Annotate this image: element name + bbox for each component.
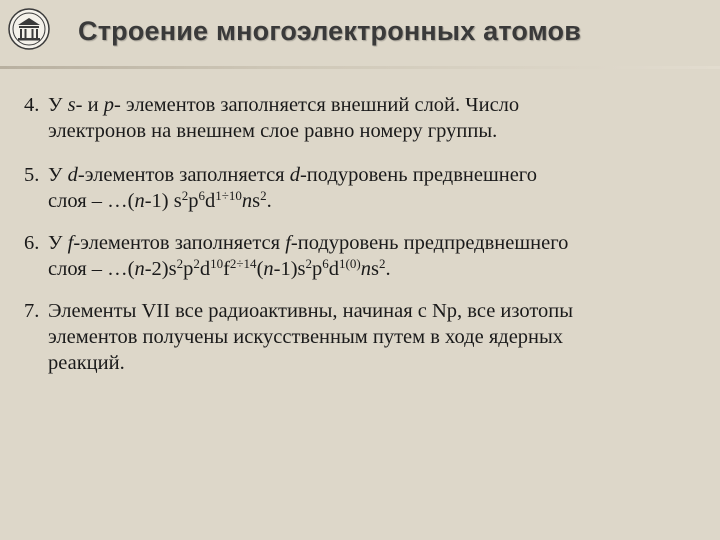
italic-f: f [285,232,291,254]
text-line: элементов получены искусственным путем в ходе ядерных [48,326,564,348]
text-run: -2)s [144,258,177,280]
item-text [48,162,704,214]
item-number: 5. [24,164,40,186]
text-run: . [266,190,272,212]
superscript: 10 [210,256,224,271]
list-item-4 [24,92,704,144]
text-run: слоя – …( [48,258,135,280]
text-run: -1)s [273,258,306,280]
list-item-6 [24,230,704,282]
italic-n: n [134,258,145,280]
superscript: 2÷14 [229,256,257,271]
superscript: 1÷10 [215,188,242,203]
text-run: - элементов заполняется внешний слой. Число [113,94,520,116]
item-number: 7. [24,300,40,322]
text-run: -1) s [144,190,182,212]
list-item-7 [24,298,704,376]
item-number: 4. [24,94,40,116]
text-run: d [199,258,211,280]
italic-d: d [289,164,300,186]
header-divider [0,66,720,69]
text-run: s [252,190,261,212]
text-run: -элементов заполняется [73,232,286,254]
text-run: d [204,190,216,212]
italic-p: p [103,94,114,116]
item-text [48,92,704,144]
superscript: 2 [193,256,200,271]
item-text [48,298,704,376]
superscript: 6 [198,188,205,203]
text-run: -элементов заполняется [77,164,290,186]
text-run: - и [75,94,104,116]
text-run: слоя – …( [48,190,135,212]
superscript: 2 [260,188,267,203]
text-run: p [183,258,194,280]
superscript: 2 [176,256,184,271]
slide-header [0,0,720,68]
text-run: . [385,258,391,280]
text-run: p [188,190,199,212]
superscript: 2 [181,188,189,203]
text-run: -подуровень предвнешнего [299,164,537,186]
italic-n: n [263,258,274,280]
italic-f: f [67,232,74,254]
text-run: У [48,232,68,254]
italic-d: d [67,164,78,186]
text-run: s [370,258,379,280]
text-run: p [312,258,323,280]
text-run: У [48,94,68,116]
text-line: реакций. [48,352,125,374]
italic-n: n [241,190,253,212]
text-run: У [48,164,68,186]
superscript: 1(0) [339,256,361,271]
list-item-5 [24,162,704,214]
text-line: Элементы VII все радиоактивны, начиная с Np, все изотопы [48,300,574,322]
italic-s: s [67,94,76,116]
item-text [48,230,704,282]
slide-content [24,92,704,394]
text-run: d [328,258,340,280]
italic-n: n [360,258,371,280]
item-number: 6. [24,232,40,254]
superscript: 2 [305,256,313,271]
superscript: 6 [322,256,329,271]
page-title: Строение многоэлектронных атомов [78,16,582,46]
text-run: f [223,258,230,280]
text-run: -подуровень предпредвнешнего [290,232,569,254]
italic-n: n [134,190,145,212]
text-run: ( [256,258,264,280]
superscript: 2 [378,256,386,271]
text-line: электронов на внешнем слое равно номеру группы. [48,120,498,142]
university-building-icon [8,8,50,50]
